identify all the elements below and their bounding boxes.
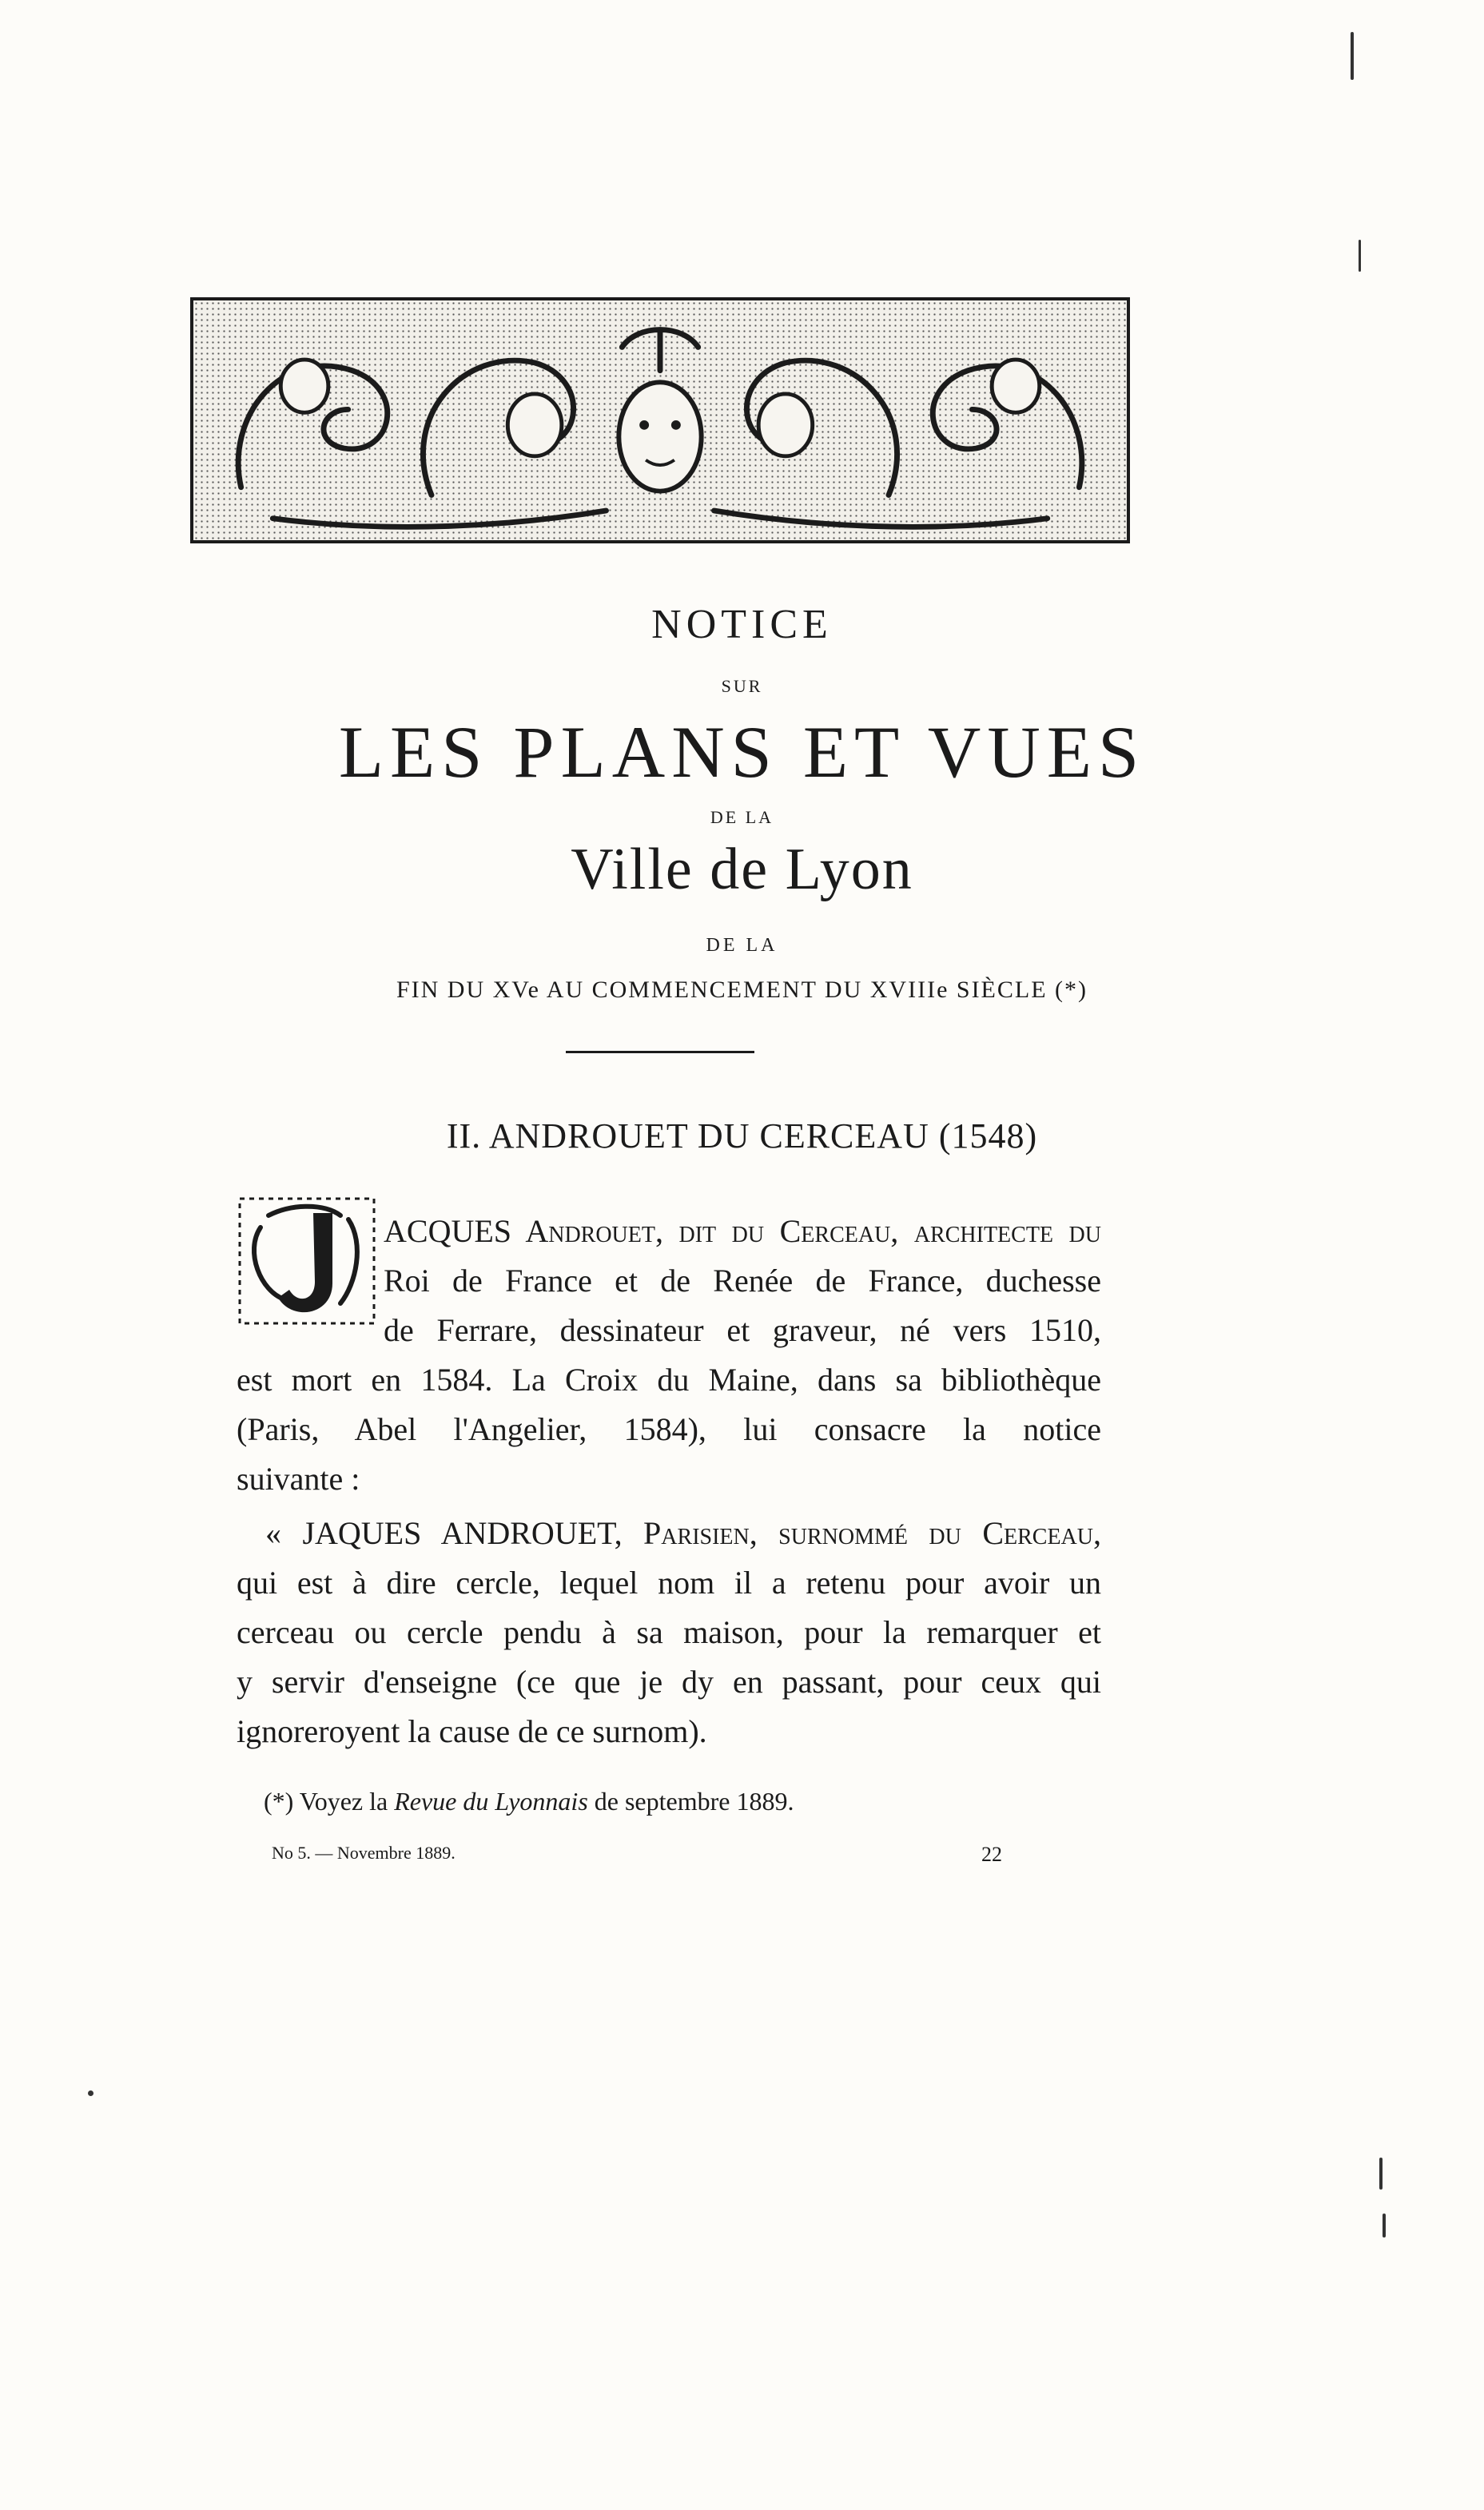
footnote-journal-title: Revue du Lyonnais	[394, 1787, 588, 1816]
paragraph-line: cerceau ou cercle pendu à sa maison, pour la remarquer et	[237, 1614, 1101, 1650]
paragraph-2-quotation	[237, 1509, 1101, 1756]
paragraph-line: y servir d'enseigne (ce que je dy en passant, pour ceux qui	[237, 1664, 1101, 1700]
issue-signature: No 5. — Novembre 1889.	[272, 1843, 456, 1863]
paragraph-1	[237, 1207, 1101, 1504]
paragraph-line: « JAQUES ANDROUET, Parisien, surnommé du Cerceau,	[265, 1515, 1101, 1551]
city-title: Ville de Lyon	[571, 837, 913, 902]
period-subtitle: FIN DU XVe AU COMMENCEMENT DU XVIIIe SIÈCLE (*)	[396, 977, 1088, 1003]
title-sur: SUR	[721, 676, 763, 696]
main-title: LES PLANS ET VUES	[338, 711, 1146, 793]
scan-mark	[1359, 240, 1361, 272]
paragraph-line: Roi de France et de Renée de France, duchesse	[384, 1263, 1101, 1299]
scan-mark	[1351, 32, 1354, 80]
paragraph-line: est mort en 1584. La Croix du Maine, dans sa bibliothèque	[237, 1362, 1101, 1398]
paragraph-line: (Paris, Abel l'Angelier, 1584), lui consacre la notice	[237, 1411, 1101, 1447]
footnote-marker: (*) Voyez la	[264, 1787, 395, 1816]
ornament-scrollwork-icon	[193, 300, 1127, 540]
title-notice: NOTICE	[651, 602, 833, 647]
paragraph-line: ignoreroyent la cause de ce surnom).	[237, 1713, 707, 1749]
paragraph-line: qui est à dire cercle, lequel nom il a retenu pour avoir un	[237, 1565, 1101, 1601]
paragraph-line: de Ferrare, dessinateur et graveur, né vers 1510,	[384, 1312, 1101, 1348]
paragraph-line: ACQUES Androuet, dit du Cerceau, architecte du	[384, 1213, 1101, 1249]
title-divider	[566, 1051, 754, 1053]
scan-mark	[1379, 2158, 1383, 2190]
footnote	[264, 1787, 794, 1816]
paragraph-line: suivante :	[237, 1461, 360, 1497]
footnote-rest: de septembre 1889.	[587, 1787, 794, 1816]
ornamental-header-band	[190, 297, 1130, 543]
page-number: 22	[981, 1843, 1002, 1866]
scan-mark	[88, 2090, 93, 2096]
section-heading: II. ANDROUET DU CERCEAU (1548)	[446, 1116, 1038, 1156]
title-de-la-second: DE LA	[706, 935, 778, 956]
title-de-la: DE LA	[710, 807, 774, 827]
scan-mark	[1383, 2214, 1386, 2238]
